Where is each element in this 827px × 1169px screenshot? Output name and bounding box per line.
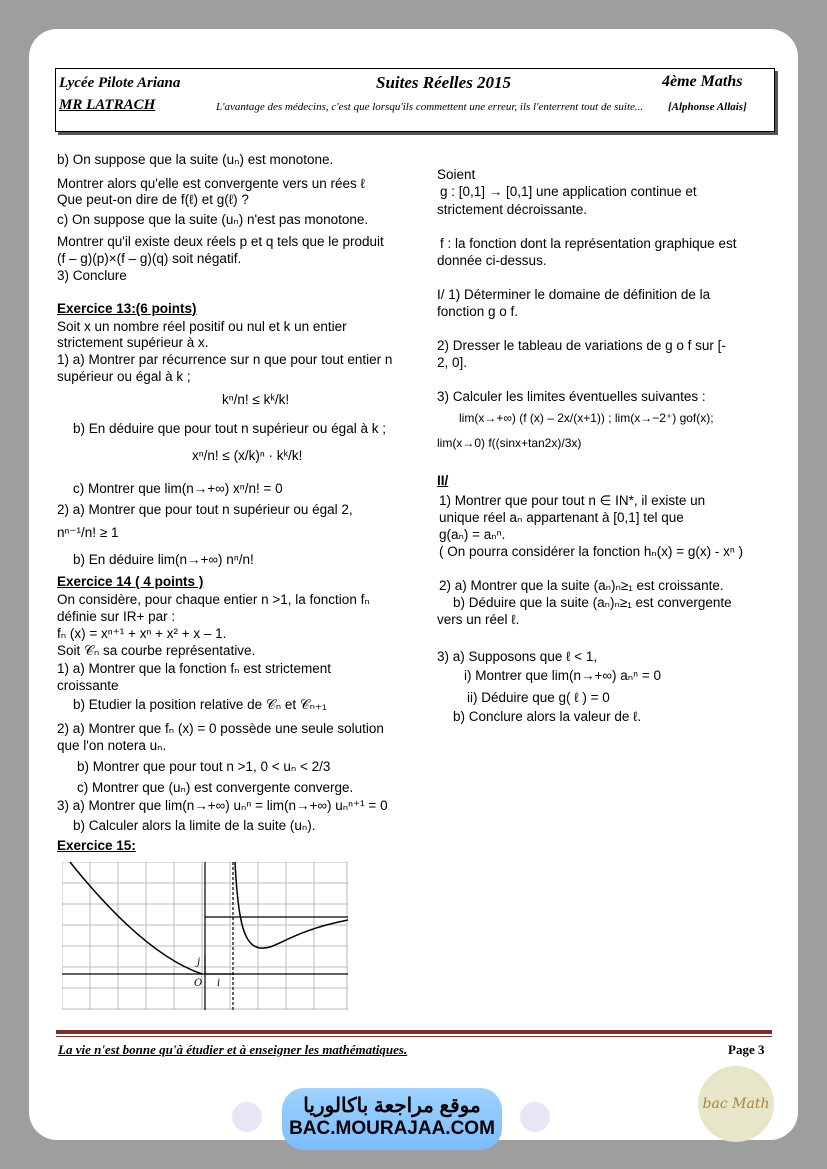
- footer-rule: [56, 1030, 772, 1034]
- document-title: Suites Réelles 2015: [376, 73, 512, 92]
- school-name: Lycée Pilote Ariana: [59, 75, 181, 91]
- line: que l'on notera uₙ.: [57, 738, 167, 753]
- formula: kⁿ/n! ≤ kᵏ/k!: [222, 392, 290, 407]
- line: Soit 𝒞ₙ sa courbe représentative.: [57, 643, 256, 658]
- banner-arabic-text: موقع مراجعة باكالوريا: [303, 1095, 481, 1117]
- formula: xⁿ/n! ≤ (x/k)ⁿ · kᵏ/k!: [192, 448, 303, 463]
- bac-math-badge: bac Math: [698, 1066, 774, 1142]
- line: 3) a) Supposons que ℓ < 1,: [437, 649, 598, 664]
- line: 1) a) Montrer que la fonction fₙ est strictement: [57, 661, 331, 676]
- site-logo-icon: [520, 1102, 550, 1132]
- line: b) Etudier la position relative de 𝒞ₙ et 𝒞ₙ₊₁: [73, 697, 327, 712]
- line: strictement supérieur à x.: [57, 335, 209, 350]
- unit-j-label: j: [197, 957, 201, 968]
- line: ( On pourra considérer la fonction hₙ(x) = g(x) - xⁿ ): [439, 544, 744, 559]
- line: 1) a) Montrer par récurrence sur n que pour tout entier n: [57, 352, 393, 367]
- line: 2) Dresser le tableau de variations de g o f sur [-: [437, 338, 726, 353]
- footer-rule-thin: [56, 1036, 772, 1037]
- line: b) Conclure alors la valeur de ℓ.: [453, 709, 642, 724]
- header-quote: L'avantage des médecins, c'est que lorsqu'ils commettent une erreur, ils l'enterrent tout de suite...: [216, 101, 644, 113]
- line: On considère, pour chaque entier n >1, la fonction fₙ: [57, 592, 370, 607]
- formula: lim(x→0) f((sinx+tan2x)/3x): [437, 436, 582, 450]
- line: c) Montrer que (uₙ) est convergente converge.: [77, 780, 354, 795]
- line: c) On suppose que la suite (uₙ) n'est pas monotone.: [57, 212, 369, 227]
- line: Montrer alors qu'elle est convergente vers un rées ℓ: [57, 176, 365, 191]
- line: fₙ (x) = xⁿ⁺¹ + xⁿ + x² + x – 1.: [57, 626, 227, 641]
- line: 2, 0].: [437, 355, 468, 370]
- function-graph: [62, 862, 348, 1010]
- teacher-name: MR LATRACH: [59, 97, 156, 113]
- line: Soit x un nombre réel positif ou nul et k un entier: [57, 319, 347, 334]
- origin-label: O: [194, 978, 203, 989]
- part-1-q1: I/ 1) Déterminer le domaine de définition de la: [437, 287, 711, 302]
- line: 3) a) Montrer que lim(n→+∞) uₙⁿ = lim(n→+∞) uₙⁿ⁺¹ = 0: [57, 798, 388, 813]
- curve-right-branch: [235, 862, 348, 948]
- exercise-14-title: Exercice 14 ( 4 points ): [57, 574, 204, 589]
- line: croissante: [57, 678, 119, 693]
- line: 3) Calculer les limites éventuelles suivantes :: [437, 389, 706, 404]
- quote-author: [Alphonse Allais]: [668, 101, 747, 113]
- line: b) On suppose que la suite (uₙ) est monotone.: [57, 152, 334, 167]
- line: g(aₙ) = aₙⁿ.: [439, 527, 506, 542]
- part-2-title: II/: [437, 473, 449, 488]
- line: Montrer qu'il existe deux réels p et q tels que le produit: [57, 234, 384, 249]
- line: Que peut-on dire de f(ℓ) et g(ℓ) ?: [57, 192, 249, 207]
- line: 1) Montrer que pour tout n ∈ IN*, il existe un: [439, 493, 706, 508]
- exercise-15-title: Exercice 15:: [57, 838, 136, 853]
- line: fonction g o f.: [437, 304, 519, 319]
- unit-i-label: i: [217, 978, 221, 989]
- line: b) Calculer alors la limite de la suite (uₙ).: [73, 818, 316, 833]
- line: b) En déduire lim(n→+∞) nⁿ/n!: [73, 552, 254, 567]
- line: (f – g)(p)×(f – g)(q) soit négatif.: [57, 251, 242, 266]
- banner-site-url[interactable]: BAC.MOURAJAA.COM: [289, 1118, 495, 1139]
- line: Soient: [437, 167, 476, 182]
- line: g : [0,1] → [0,1] une application continue et: [440, 184, 697, 199]
- line: b) Déduire que la suite (aₙ)ₙ≥₁ est convergente: [453, 595, 732, 610]
- class-level: 4ème Maths: [662, 73, 743, 90]
- line: i) Montrer que lim(n→+∞) aₙⁿ = 0: [464, 668, 661, 683]
- line: définie sur IR+ par :: [57, 609, 176, 624]
- line: supérieur ou égal à k ;: [57, 369, 191, 384]
- line: vers un réel ℓ.: [437, 612, 520, 627]
- line: unique réel aₙ appartenant à [0,1] tel que: [439, 510, 684, 525]
- line: 3) Conclure: [57, 268, 127, 283]
- line: ii) Déduire que g( ℓ ) = 0: [467, 690, 610, 705]
- line: 2) a) Montrer que pour tout n supérieur ou égal 2,: [57, 502, 353, 517]
- site-banner[interactable]: [282, 1088, 502, 1150]
- line: 2) a) Montrer que fₙ (x) = 0 possède une seule solution: [57, 721, 384, 736]
- page-number: Page 3: [728, 1042, 765, 1057]
- site-logo-icon: [232, 1102, 262, 1132]
- line: f : la fonction dont la représentation graphique est: [440, 236, 737, 251]
- line: 2) a) Montrer que la suite (aₙ)ₙ≥₁ est croissante.: [439, 578, 724, 593]
- line: c) Montrer que lim(n→+∞) xⁿ/n! = 0: [73, 481, 283, 496]
- document-header: [55, 68, 775, 132]
- line: b) En déduire que pour tout n supérieur ou égal à k ;: [73, 421, 386, 436]
- line: strictement décroissante.: [437, 202, 588, 217]
- formula: lim(x→+∞) (f (x) – 2x/(x+1)) ; lim(x→−2⁺) gof(x);: [459, 411, 714, 425]
- exercise-13-title: Exercice 13:(6 points): [57, 301, 197, 316]
- footer-quote: La vie n'est bonne qu'à étudier et à enseigner les mathématiques.: [58, 1042, 408, 1057]
- formula: nⁿ⁻¹/n! ≥ 1: [57, 525, 119, 540]
- line: b) Montrer que pour tout n >1, 0 < uₙ < 2/3: [77, 759, 331, 774]
- line: donnée ci-dessus.: [437, 253, 547, 268]
